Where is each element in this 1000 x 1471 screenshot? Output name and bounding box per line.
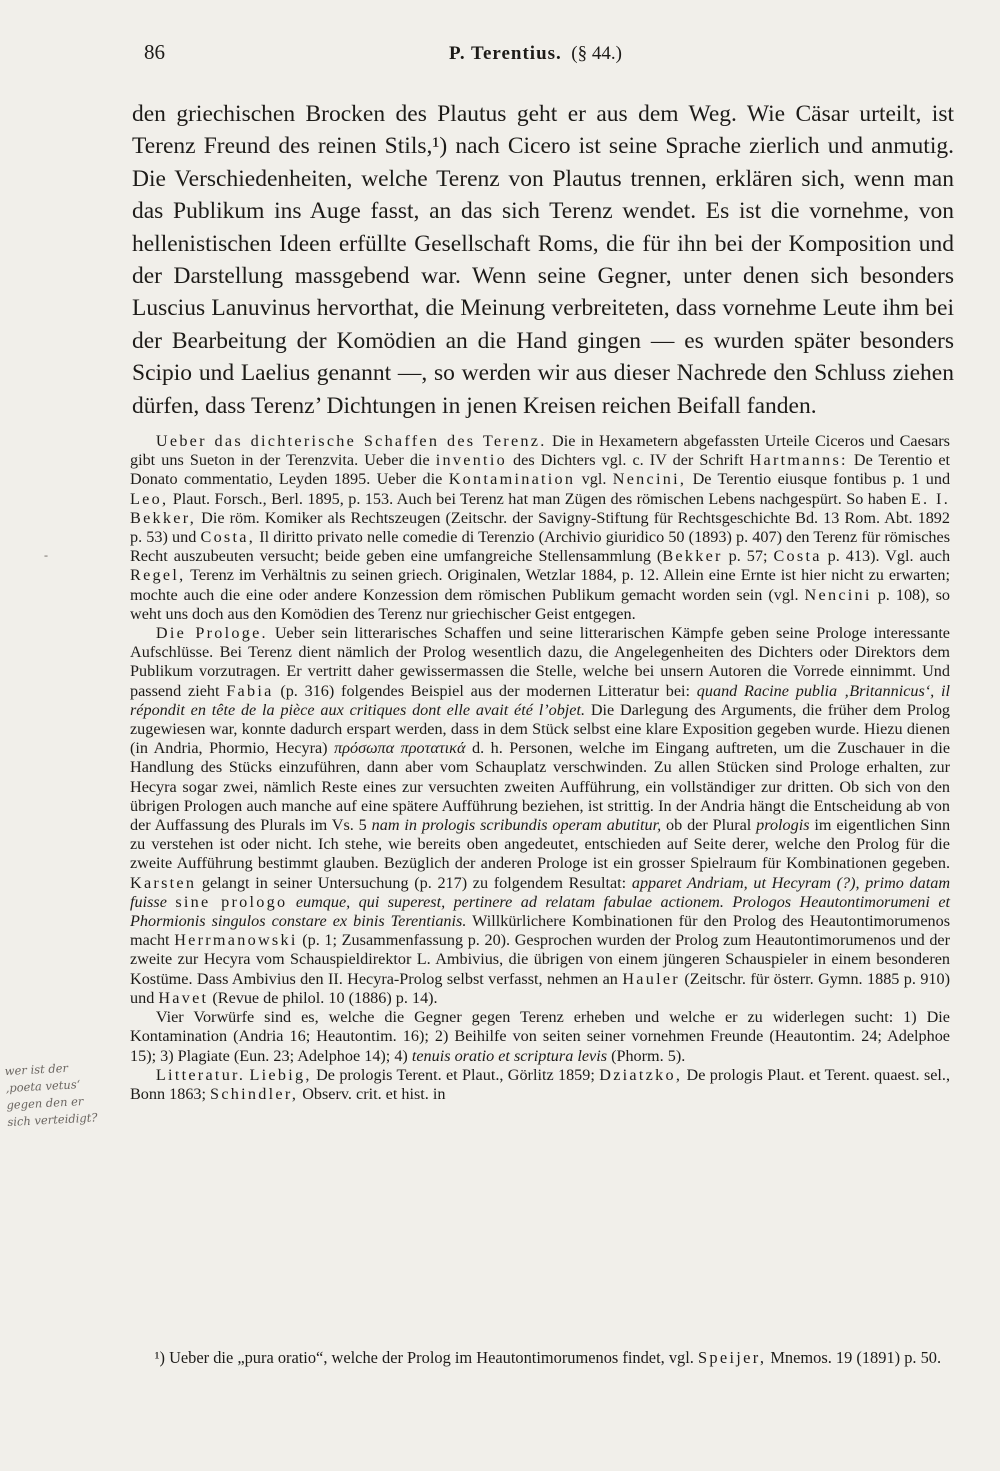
heading-schaffen: Ueber das dichterische Schaffen des Terenz.: [155, 432, 547, 450]
paragraph-schaffen: Ueber das dichterische Schaffen des Terenz. Die in Hexametern abgefassten Urteile Ciceros und Caesars gibt uns Sueton in der Terenzvita. Ueber die inventio des Dichters vgl. c. IV der Schrift Hartmanns: De Terentio et Donato commentatio, Leyden 1895. Ueber die Kontamination vgl. Nencini, De Terentio eiusque fontibus p. 1 und Leo, Plaut. Forsch., Berl. 1895, p. 153. Auch bei Terenz hat man Zügen des römischen Lebens nachgespürt. So haben E. I. Bekker, Die röm. Komiker als Rechtszeugen (Zeitschr. der Savigny-Stiftung für Rechtsgeschichte Bd. 13 Rom. Abt. 1892 p. 53) und Costa, Il diritto privato nelle comedie di Terenzio (Archivio giuridico 50 (1893) p. 407) den Terenz für römisches Recht auszubeuten versucht; beide geben eine umfangreiche Stellensammlung (Bekker p. 57; Costa p. 413). Vgl. auch Regel, Terenz im Verhältnis zu seinen griech. Originalen, Wetzlar 1884, p. 12. Allein eine Ernte ist hier nicht zu erwarten; mochte auch die eine oder andere Konzession dem römischen Publikum gemacht worden sein (vgl. Nencini p. 108), so weht uns doch aus den Komödien des Terenz nur griechischer Geist entgegen.: [130, 432, 951, 623]
margin-dash-mark: -: [44, 548, 48, 562]
running-title: [449, 43, 622, 65]
running-title-author: P. Terentius.: [449, 43, 562, 64]
heading-prologe: Die Prologe.: [155, 624, 268, 643]
paragraph-vorwuerfe: Vier Vorwürfe sind es, welche die Gegner gegen Terenz erheben und welche er zu widerlegen sucht: 1) Die Kontamination (Andria 16; Heautontim. 16); 2) Beihilfe von seiten seiner vornehmen Freunde (Heautontim. 24; Adelphoe 15); 3) Plagiate (Eun. 23; Adelphoe 14); 4) tenuis oratio et scriptura levis (Phorm. 5).: [130, 1008, 950, 1065]
footnote: [130, 1348, 950, 1368]
page-header: [144, 40, 954, 74]
footnote-text: ¹) Ueber die „pura oratio“, welche der Prolog im Heautontimorumenos findet, vgl. Speijer, Mnemos. 19 (1891) p. 50.: [154, 1348, 942, 1367]
main-body: [132, 98, 954, 422]
margin-note-line: gegen den er: [6, 1094, 84, 1113]
notes-block: [130, 432, 950, 1104]
handwritten-margin-note: [4, 1057, 125, 1131]
main-paragraph: den griechischen Brocken des Plautus geht er aus dem Weg. Wie Cäsar urteilt, ist Terenz Freund des reinen Stils,¹) nach Cicero ist seine Sprache zierlich und anmutig. Die Verschiedenheiten, welche Terenz von Plautus trennen, erklären sich, wenn man das Publikum ins Auge fasst, an das sich Terenz wendet. Es ist die vornehme, von hellenistischen Ideen erfüllte Gesellschaft Roms, die für ihn bei der Komposition und der Darstellung massgebend war. Wenn seine Gegner, unter denen sich besonders Luscius Lanuvinus hervorthat, die Meinung verbreiteten, dass vornehme Leute ihm bei der Bearbeitung der Komödien an die Hand gingen — es wurden später besonders Scipio und Laelius genannt —, so werden wir aus dieser Nachrede den Schluss ziehen dürfen, dass Terenz’ Dichtungen in jenen Kreisen reichen Beifall fanden.: [132, 101, 954, 419]
margin-note-line: wer ist der: [4, 1060, 69, 1079]
section-reference: (§ 44.): [571, 43, 622, 64]
margin-note-line: ‚poeta vetus‘: [5, 1077, 81, 1096]
heading-litteratur: Litteratur.: [155, 1065, 246, 1084]
paragraph-prologe: Die Prologe. Ueber sein litterarisches Schaffen und seine litterarischen Kämpfe geben seine Prologe interessante Aufschlüsse. Bei Terenz dient nämlich der Prolog wesentlich dazu, die Angelegenheiten des Dichters oder Direktors dem Publikum vorzutragen. Er vertritt daher gewissermassen die Stelle, welche bei unsern Autoren die Vorrede einnimmt. Und passend zieht Fabia (p. 316) folgendes Beispiel aus der modernen Litteratur bei: quand Racine publia ‚Britannicus‘, il répondit en tête de la pièce aux critiques dont elle avait été l’objet. Die Darlegung des Arguments, die früher dem Prolog zugewiesen war, konnte dadurch erspart werden, dass in dem Stück selbst eine klare Exposition gegeben wurde. Hiezu dienen (in Andria, Phormio, Hecyra) πρόσωπα προτατικά d. h. Personen, welche im Eingang auftreten, um die Zuschauer in die Handlung des Stücks einzuführen, dann aber vom Schauplatz verschwinden. Zu allen Stücken sind Prologe erhalten, zur Hecyra sogar zwei, nämlich Reste eines zur versuchten zweiten Aufführung, ein vollständiger zur dritten. Ob sich von den übrigen Prologen auch manche auf eine spätere Aufführung beziehen, ist strittig. In der Andria hängt die Entscheidung ab von der Auffassung des Plurals im Vs. 5 nam in prologis scribundis operam abutitur, ob der Plural prologis im eigentlichen Sinn zu verstehen ist oder nicht. Ich stehe, wie bereits oben angedeutet, entschieden auf Seite derer, welche den Prolog für die zweite Aufführung bestimmt glauben. Bezüglich der anderen Prologe ist ein grosser Spielraum für Kombinationen gegeben. Karsten gelangt in seiner Untersuchung (p. 217) zu folgendem Resultat: apparet Andriam, ut Hecyram (?), primo datam fuisse sine prologo eumque, qui superest, pertinere ad relatam fabulae actionem. Prologos Heautontimorumeni et Phormionis singulos constare ex binis Terentianis. Willkürlichere Kombinationen für den Prolog des Heautontimorumenos macht Herrmanowski (p. 1; Zusammenfassung p. 20). Gesprochen wurden der Prolog zum Heautontimorumenos und der zweite zur Hecyra vom Schauspieldirektor L. Ambivius, die übrigen von einem jüngeren Schauspieler in einem besonderen Kostüme. Dass Ambivius den II. Hecyra-Prolog selbst verfasst, nehmen an Hauler (Zeitschr. für österr. Gymn. 1885 p. 910) und Havet (Revue de philol. 10 (1886) p. 14).: [130, 624, 951, 1007]
paragraph-litteratur: Litteratur. Liebig, De prologis Terent. et Plaut., Görlitz 1859; Dziatzko, De prologis Plaut. et Terent. quaest. sel., Bonn 1863; Schindler, Observ. crit. et hist. in: [130, 1065, 951, 1103]
margin-note-line: sich verteidigt?: [7, 1110, 98, 1130]
page-number: 86: [144, 40, 165, 64]
